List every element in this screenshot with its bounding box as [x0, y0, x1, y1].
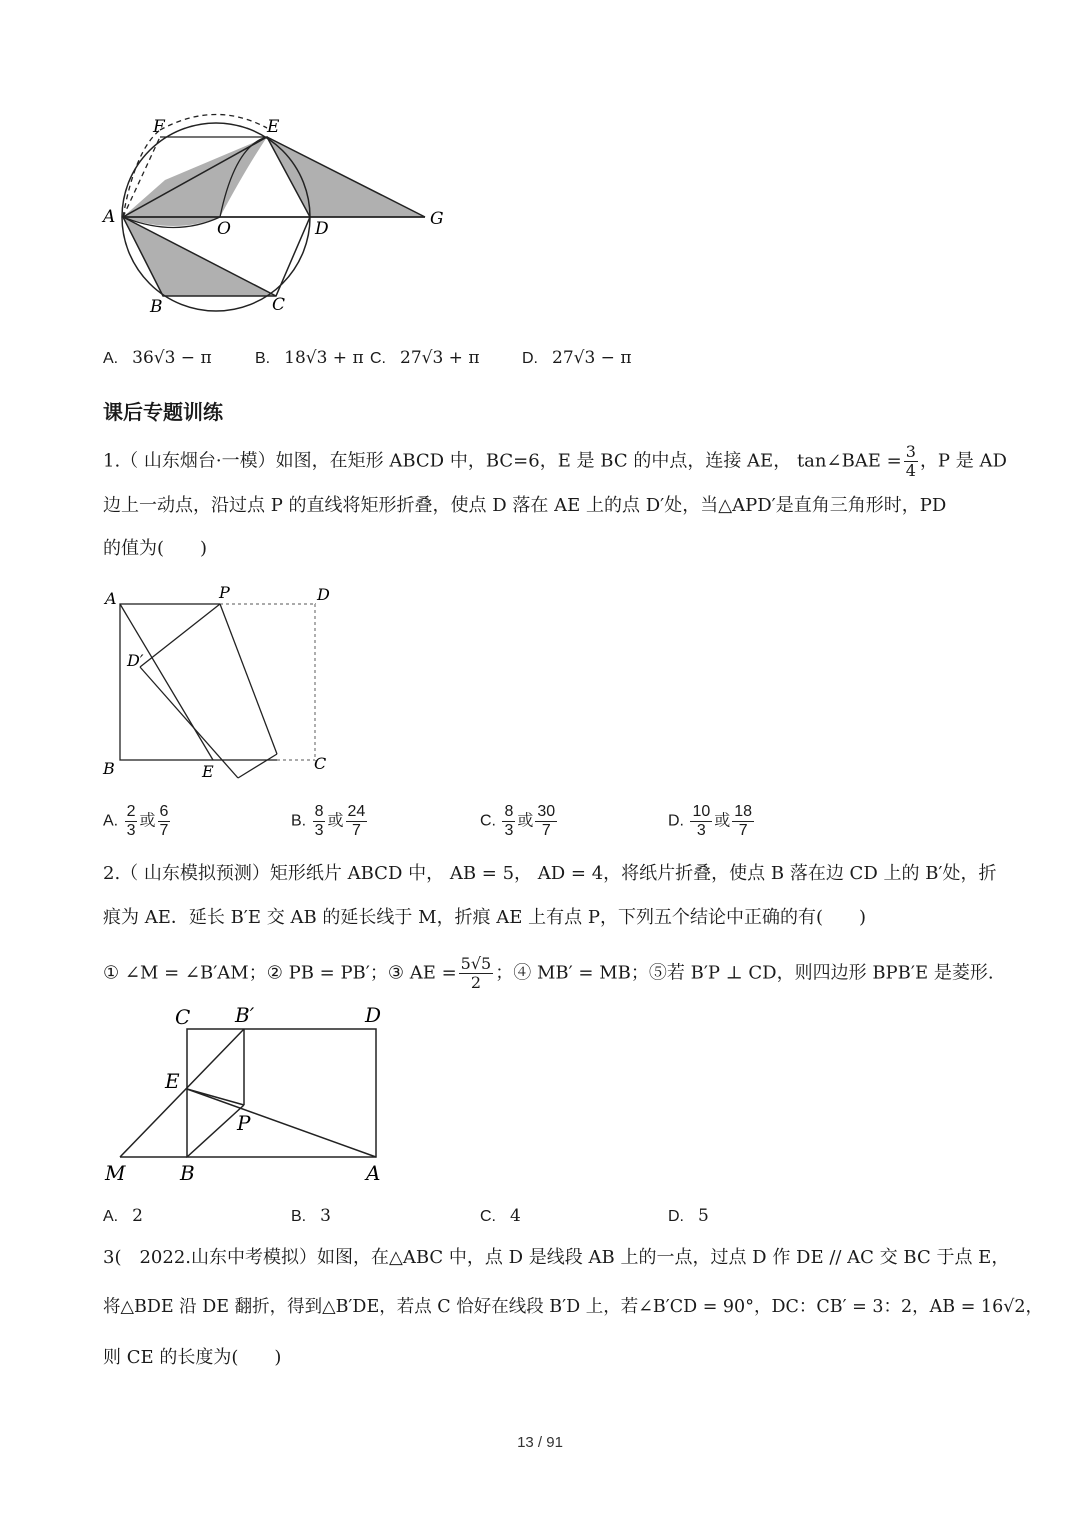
q3-line-3: 则 CE 的长度为( ) [103, 1347, 282, 1368]
q1-option-a[interactable]: A. $\frac{2}{3}$ 或 $\frac{6}{7}$ [103, 803, 169, 839]
q1-line-2: 边上一动点，沿过点 P 的直线将矩形折叠，使点 D 落在 AE 上的点 D′处，当△APD′是直角三角形时，PD [103, 495, 947, 516]
q2-line-3: ① ∠M = ∠B′AM；② PB = PB′；③ AE = $\frac{5√5}{2}$ ；④ MB′ = MB；⑤若 B′P ⊥ CD，则四边形 BPB′E 是菱形. [103, 954, 994, 992]
label-B-prime: B′ [235, 1003, 255, 1027]
label-C: C [175, 1005, 191, 1029]
q3-line-2: 将△BDE 沿 DE 翻折，得到△B′DE，若点 C 恰好在线段 B′D 上，若∠B′CD = 90°，DC：CB′ = 3：2，AB = 16√2， [103, 1297, 1043, 1317]
figure-hexagon-circle [95, 110, 455, 325]
label-P: P [237, 1111, 251, 1135]
q2-option-b[interactable]: B. 3 [291, 1206, 331, 1226]
q2-option-c[interactable]: C. 4 [480, 1206, 521, 1226]
label-F: F [153, 117, 165, 137]
label-D: D [365, 1003, 382, 1027]
figure-rectangle-fold [95, 582, 345, 782]
q1-line-1: 1.（ 山东烟台·一模）如图，在矩形 ABCD 中，BC=6，E 是 BC 的中点，连接 AE， tan∠BAE = $\frac{3}{4}$ ，P 是 AD [103, 442, 1007, 480]
q1-tan-fraction: $\frac{3}{4}$ [905, 442, 916, 480]
label-E: E [267, 117, 280, 137]
label-B: B [150, 297, 163, 317]
label-O: O [217, 219, 231, 239]
label-D: D [315, 219, 329, 239]
label-C: C [272, 295, 286, 315]
q1-option-b[interactable]: B. $\frac{8}{3}$ 或 $\frac{24}{7}$ [291, 803, 366, 839]
section-title: 课后专题训练 [103, 400, 223, 424]
q2-option-d[interactable]: D. 5 [668, 1206, 709, 1226]
label-A: A [105, 589, 117, 608]
q2-option-a[interactable]: A. 2 [103, 1206, 143, 1226]
label-A: A [366, 1161, 381, 1185]
label-A: A [103, 207, 116, 227]
label-P: P [219, 583, 230, 602]
label-G: G [430, 209, 444, 229]
label-D-prime: D′ [127, 651, 144, 670]
q2-line-1: 2.（ 山东模拟预测）矩形纸片 ABCD 中， AB = 5， AD = 4，将纸片折叠，使点 B 落在边 CD 上的 B′处，折 [103, 863, 997, 884]
q2-ae-fraction: $\frac{5√5}{2}$ [460, 954, 492, 992]
q3-line-1: 3( 2022.山东中考模拟）如图，在△ABC 中，点 D 是线段 AB 上的一点，过点 D 作 DE // AC 交 BC 于点 E， [103, 1247, 1010, 1268]
label-M: M [105, 1161, 126, 1185]
q0-option-b[interactable]: B. 18√3 + π [255, 348, 364, 368]
q1-line-3: 的值为( ) [103, 538, 208, 559]
q1-option-c[interactable]: C. $\frac{8}{3}$ 或 $\frac{30}{7}$ [480, 803, 556, 839]
q0-option-a[interactable]: A. 36√3 − π [103, 348, 212, 368]
q1-option-d[interactable]: D. $\frac{10}{3}$ 或 $\frac{18}{7}$ [668, 803, 753, 839]
label-E: E [165, 1069, 180, 1093]
q0-option-d[interactable]: D. 27√3 − π [522, 348, 632, 368]
figure-fold-ae [95, 1000, 405, 1190]
label-C: C [314, 754, 327, 773]
label-D: D [317, 585, 330, 604]
q2-line-2: 痕为 AE．延长 B′E 交 AB 的延长线于 M，折痕 AE 上有点 P，下列五个结论中正确的有( ) [103, 907, 867, 928]
page-number: 13 / 91 [517, 1434, 563, 1451]
label-B: B [103, 759, 115, 778]
label-B: B [180, 1161, 195, 1185]
q0-option-c[interactable]: C. 27√3 + π [370, 348, 480, 368]
label-E: E [202, 762, 214, 781]
